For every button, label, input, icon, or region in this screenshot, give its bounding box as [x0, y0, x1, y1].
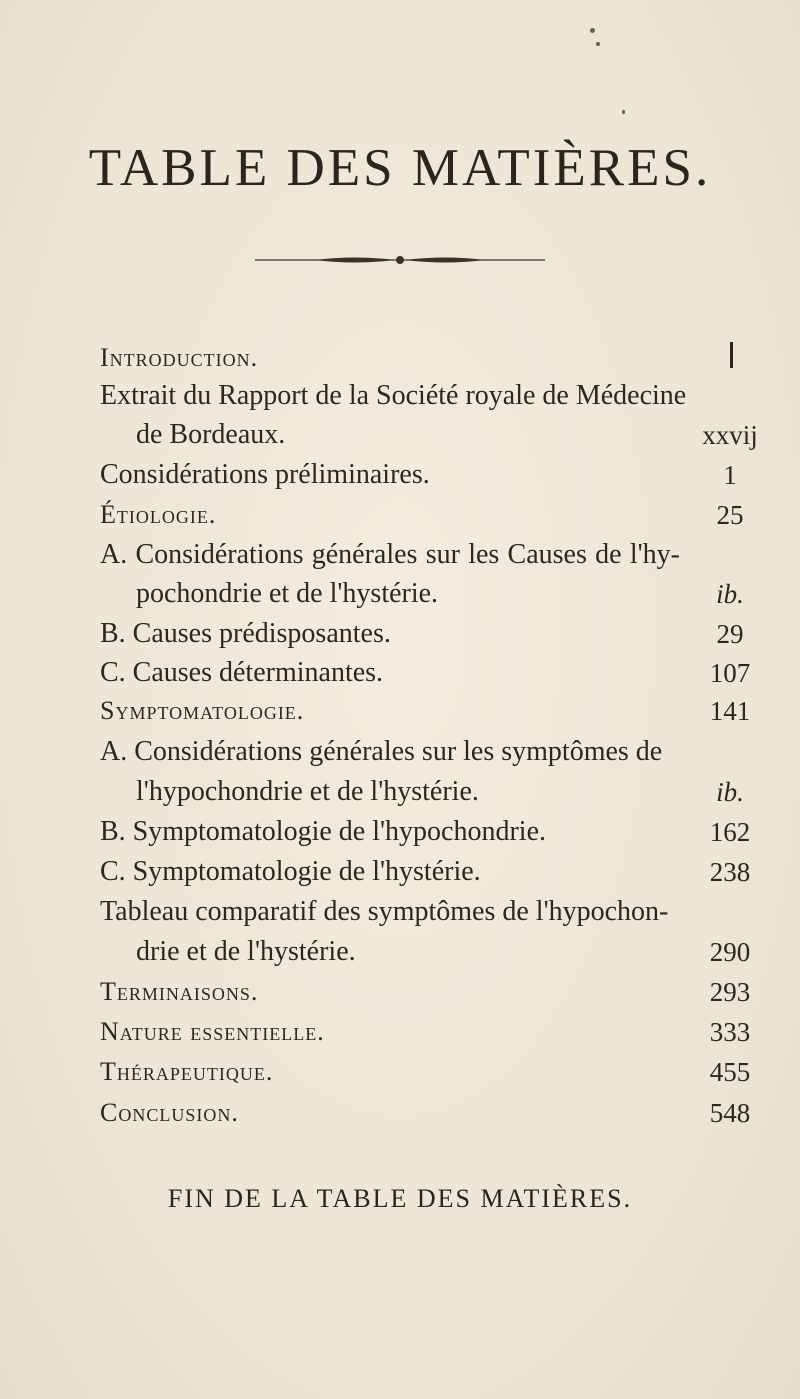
toc-entry-etiologie-b: B. Causes prédisposantes.	[100, 618, 391, 649]
toc-entry-terminaisons: Terminaisons.	[100, 977, 259, 1006]
toc-entry-symptomatologie-a-cont: l'hypochondrie et de l'hystérie.	[136, 776, 479, 807]
end-note: FIN DE LA TABLE DES MATIÈRES.	[167, 1184, 633, 1213]
toc-entry-tableau-cont: drie et de l'hystérie.	[136, 936, 356, 967]
toc-entry-etiologie: Étiologie.	[100, 500, 217, 529]
toc-entry-etiologie-a-cont: pochondrie et de l'hystérie.	[136, 578, 439, 609]
toc-page-number: 290	[709, 937, 751, 967]
toc-page-number: 25	[716, 500, 744, 530]
toc-page-number: 1	[723, 460, 737, 490]
toc-page-number: 548	[709, 1098, 751, 1128]
toc-page-number: 29	[716, 619, 744, 649]
toc-entry-extrait: Extrait du Rapport de la Société royale de Médecine	[100, 380, 687, 411]
toc-page-number: 293	[709, 977, 751, 1007]
toc-entry-introduction: Introduction.	[100, 343, 259, 372]
toc-entry-symptomatologie-b: B. Symptomatologie de l'hypochondrie.	[100, 816, 546, 847]
toc-entry-considerations: Considérations préliminaires.	[100, 459, 430, 490]
toc-page-number: 107	[709, 658, 751, 688]
toc-page-number: 333	[709, 1017, 751, 1047]
toc-page-number: xxvij	[702, 420, 758, 450]
brace-mark	[724, 342, 733, 368]
toc-entry-extrait-cont: de Bordeaux.	[136, 419, 286, 450]
toc-entry-symptomatologie-a: A. Considérations générales sur les symptômes de	[100, 736, 663, 767]
page-title: TABLE DES MATIÈRES.	[88, 139, 712, 197]
toc-page-number: 141	[709, 696, 751, 726]
toc-entry-etiologie-a: A. Considérations générales sur les Causes de l'hy-	[100, 539, 680, 570]
toc-entry-symptomatologie: Symptomatologie.	[100, 696, 305, 725]
toc-entry-therapeutique: Thérapeutique.	[100, 1057, 274, 1086]
toc-entry-tableau: Tableau comparatif des symptômes de l'hypochon-	[100, 896, 669, 927]
toc-page-number: ib.	[716, 579, 744, 609]
toc-page-number: 162	[709, 817, 751, 847]
toc-page-number: ib.	[716, 777, 744, 807]
toc-entry-nature: Nature essentielle.	[100, 1017, 325, 1046]
toc-page-number: 238	[709, 857, 751, 887]
toc-entry-etiologie-c: C. Causes déterminantes.	[100, 657, 384, 688]
toc-entry-symptomatologie-c: C. Symptomatologie de l'hystérie.	[100, 856, 481, 887]
toc-page-number: 455	[709, 1057, 751, 1087]
toc-entry-conclusion: Conclusion.	[100, 1098, 239, 1127]
